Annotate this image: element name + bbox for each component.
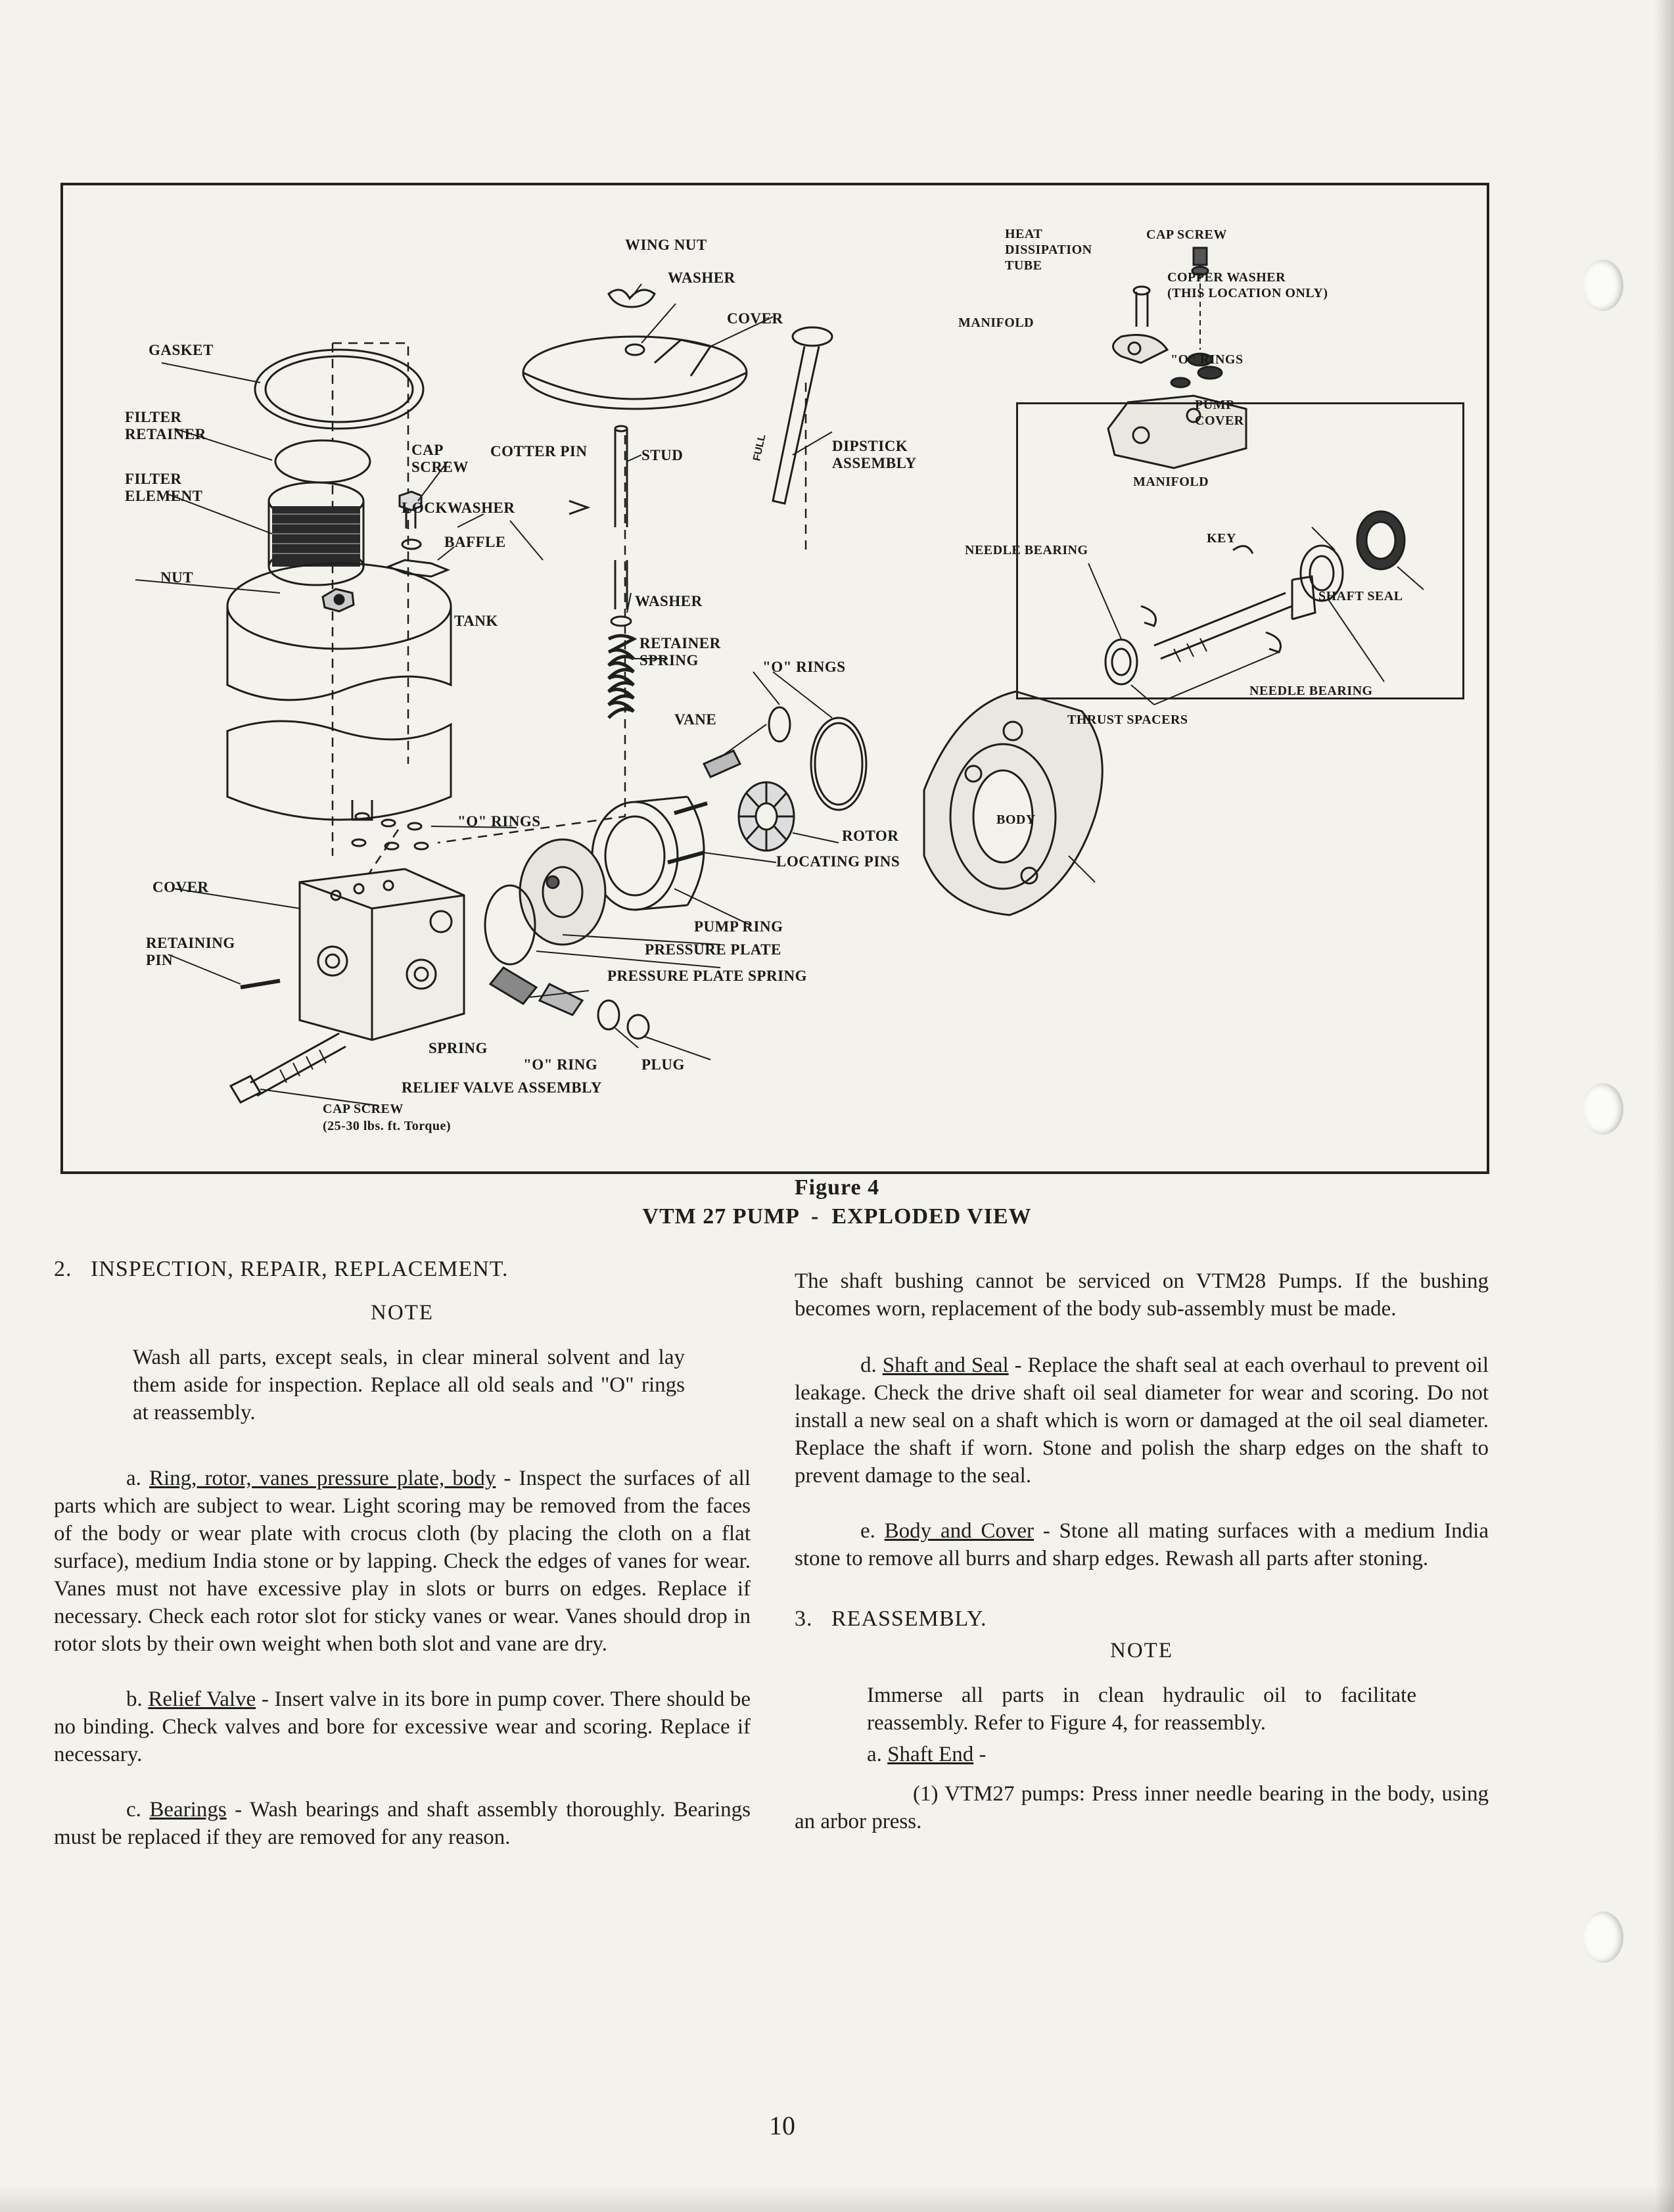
note-heading-inspection: NOTE [371,1301,434,1325]
item-b-title: Relief Valve [148,1687,256,1711]
sub-a-prefix: a. [867,1743,882,1766]
label-pump-cover: PUMP COVER [1195,398,1244,428]
item-d-prefix: d. [860,1353,877,1377]
tank-cover-drawing [523,337,747,409]
label-o-rings-left: "O" RINGS [457,813,541,830]
dipstick-full-text: FULL [751,433,768,462]
label-pressure-plate: PRESSURE PLATE [645,941,781,958]
label-dipstick-assembly: DIPSTICK ASSEMBLY [832,438,917,471]
bottom-cap-screw-drawing [231,1033,346,1102]
label-wing-nut: WING NUT [625,237,707,253]
dipstick-drawing [773,327,832,504]
note-text-reassembly: Immerse all parts in clean hydraulic oil to facilitate reassembly. Refer to Figure 4, for reassembly. [867,1683,1416,1735]
label-needle-bearing-right: NEEDLE BEARING [1249,684,1373,698]
label-vane: VANE [674,711,717,728]
label-cotter-pin: COTTER PIN [490,443,588,459]
punch-hole-bottom [1583,1912,1623,1963]
right-column [795,1267,1489,1835]
punch-hole-top [1583,260,1623,311]
label-filter-element: FILTER ELEMENT [125,471,203,504]
label-copper-washer: COPPER WASHER (THIS LOCATION ONLY) [1167,270,1328,300]
label-key: KEY [1207,531,1236,546]
sub-a-heading [795,1741,1489,1768]
label-gasket: GASKET [149,342,214,358]
retaining-pin-drawing [241,981,280,987]
item-d-text: - Replace the shaft seal at each overhaul to prevent oil leakage. Check the drive shaft oil seal diameter for wear and scoring. Do not install a new seal on a shaft which is worn or damaged at the oil seal diameter. Replace the shaft if worn. Stone and polish the sharp edges on the shaft to prevent damage to the seal. [795,1353,1489,1488]
note-text-inspection: Wash all parts, except seals, in clear mineral solvent and lay them aside for inspection. Replace all old seals and "O" rings at reassembly. [133,1346,685,1424]
label-filter-retainer: FILTER RETAINER [125,409,206,442]
label-o-rings-inset: "O" RINGS [1171,352,1244,367]
filter-retainer-drawing [275,440,370,482]
left-cover-drawing [300,869,464,1040]
label-cap-screw-bottom: CAP SCREW (25-30 lbs. ft. Torque) [323,1102,452,1133]
label-tank: TANK [454,613,498,629]
label-nut: NUT [160,569,194,586]
item-c-text: - Wash bearings and shaft assembly thoroughly. Bearings must be replaced if they are removed for any reason. [54,1798,751,1849]
label-body: BODY [996,812,1036,827]
bushing-note: The shaft bushing cannot be serviced on VTM28 Pumps. If the bushing becomes worn, replacement of the body sub-assembly must be made. [795,1269,1489,1321]
label-manifold-top: MANIFOLD [958,316,1035,330]
label-needle-bearing-top: NEEDLE BEARING [965,543,1088,557]
label-heat-dissipation-tube: HEAT DISSIPATION TUBE [1005,227,1092,273]
vane-drawing [704,751,740,777]
label-thrust-spacers: THRUST SPACERS [1067,713,1188,727]
item-e-prefix: e. [860,1519,875,1543]
item-e-text: - Stone all mating surfaces with a medium India stone to remove all burrs and sharp edges. Rewash all parts after stoning. [795,1519,1489,1570]
cotter-pin-drawing [569,501,588,514]
label-lockwasher: LOCKWASHER [402,500,515,516]
left-column [54,1256,751,1851]
label-washer-mid: WASHER [635,593,703,609]
label-pressure-plate-spring: PRESSURE PLATE SPRING [607,968,808,984]
section-3-heading: 3. REASSEMBLY. [795,1607,987,1631]
label-spring: SPRING [429,1040,488,1056]
item-c-paragraph [54,1796,751,1851]
note-heading-reassembly: NOTE [1110,1639,1173,1662]
label-manifold-bottom: MANIFOLD [1133,475,1209,489]
label-shaft-seal: SHAFT SEAL [1318,589,1403,603]
stud-spring-drawing [609,426,634,718]
step-1-text: (1) VTM27 pumps: Press inner needle bearing in the body, using an arbor press. [795,1782,1489,1833]
label-pump-ring: PUMP RING [694,918,783,935]
item-a-prefix: a. [126,1467,141,1490]
item-c-title: Bearings [149,1798,227,1822]
section-2-heading: 2. INSPECTION, REPAIR, REPLACEMENT. [54,1257,509,1281]
rotor-drawing [739,782,794,851]
label-cover-top: COVER [727,310,783,327]
figure-title: VTM 27 PUMP - EXPLODED VIEW [642,1204,1032,1229]
label-retaining-pin: RETAINING PIN [146,935,235,968]
wing-nut-drawing [609,290,655,307]
label-cap-screw-top: CAP SCREW [411,442,469,475]
page-bottom-shadow [0,2186,1674,2212]
label-washer-top: WASHER [668,270,735,286]
label-cover-left: COVER [152,879,209,895]
item-b-text: - Insert valve in its bore in pump cover. There should be no binding. Check valves and bore for excessive wear and scoring. Replace if necessary. [54,1687,751,1766]
sub-a-suffix: - [973,1743,987,1766]
page-number: 10 [769,2111,795,2140]
item-d-title: Shaft and Seal [882,1353,1009,1377]
figure-number: Figure 4 [794,1175,880,1200]
label-baffle: BAFFLE [444,534,506,550]
label-relief-valve-assembly: RELIEF VALVE ASSEMBLY [402,1079,602,1096]
assembly-dashed-lines [333,343,806,908]
label-rotor: ROTOR [842,828,899,844]
pump-ring-drawing [592,797,704,910]
item-b-paragraph [54,1685,751,1768]
label-o-ring-plug: "O" RING [523,1056,598,1073]
pressure-plate-drawing [520,839,605,945]
label-retainer-spring: RETAINER SPRING [639,635,721,669]
gasket-drawing [255,350,423,429]
item-c-prefix: c. [126,1798,141,1822]
item-e-title: Body and Cover [884,1519,1034,1543]
page-edge-shadow [1654,0,1674,2212]
label-stud: STUD [641,447,684,463]
item-e-paragraph [795,1517,1489,1572]
item-b-prefix: b. [126,1687,143,1711]
item-a-title: Ring, rotor, vanes pressure plate, body [149,1467,496,1490]
item-a-text: - Inspect the surfaces of all parts which are subject to wear. Light scoring may be removed from the faces of the body or wear plate with crocus cloth (by placing the cloth on a flat surface), medium India stone or by lapping. Check the edges of vanes for wear. Vanes must not have excessive play in slots or burrs on edges. Replace if necessary. Check each rotor slot for sticky vanes or wear. Vanes should drop in rotor slots by their own weight when both slot and vane are dry. [54,1467,751,1656]
item-d-paragraph [795,1352,1489,1490]
item-a-paragraph [54,1465,751,1658]
label-locating-pins: LOCATING PINS [776,853,900,870]
tank-nut-drawing [323,589,354,611]
label-cap-screw-inset: CAP SCREW [1146,227,1227,242]
label-plug: PLUG [641,1056,685,1073]
pressure-plate-spring-drawing [485,885,535,964]
label-o-rings-mid: "O" RINGS [762,659,846,675]
figure-4-frame [60,183,1489,1174]
sub-a-title: Shaft End [887,1743,974,1766]
punch-hole-middle [1583,1083,1623,1135]
